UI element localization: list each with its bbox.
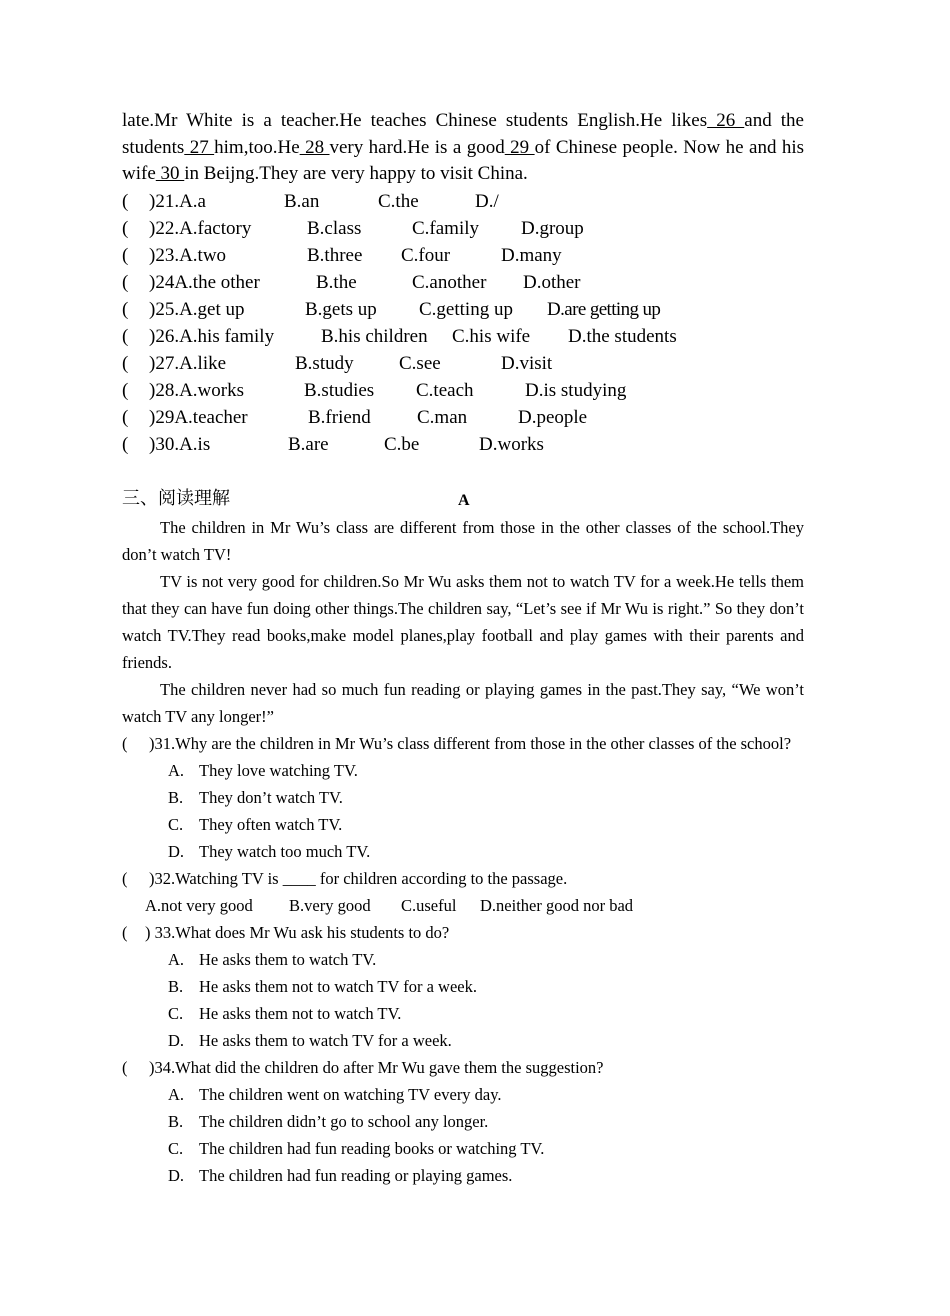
question-34 bbox=[122, 1054, 804, 1081]
question-text: )34.What did the children do after Mr Wu gave them the suggestion? bbox=[149, 1057, 604, 1077]
blank-27: 27 bbox=[184, 136, 215, 158]
option-d: D.group bbox=[521, 217, 584, 239]
option-text: The children had fun reading or playing games. bbox=[199, 1165, 513, 1185]
blank-26: 26 bbox=[707, 110, 745, 131]
option-d: D.other bbox=[523, 271, 581, 293]
option-text: The children didn’t go to school any longer. bbox=[199, 1111, 489, 1131]
option-c: C.the bbox=[378, 190, 419, 212]
option-b: B.an bbox=[284, 190, 320, 212]
option bbox=[122, 1000, 804, 1027]
cloze-question bbox=[122, 296, 804, 323]
answer-paren: ( bbox=[122, 733, 128, 753]
option-d: D.people bbox=[518, 406, 588, 428]
option-b: B.studies bbox=[304, 379, 375, 401]
reading-heading-row bbox=[122, 484, 804, 514]
option-text: The children went on watching TV every day. bbox=[199, 1084, 502, 1104]
option-letter: A. bbox=[168, 1084, 185, 1104]
option bbox=[122, 784, 804, 811]
answer-paren: ( bbox=[122, 217, 129, 239]
option-letter: D. bbox=[168, 841, 185, 861]
question-31 bbox=[122, 730, 804, 757]
cloze-question bbox=[122, 242, 804, 269]
option-c: C.his wife bbox=[452, 325, 531, 347]
option-d: D.neither good nor bad bbox=[480, 895, 634, 915]
option-text: They don’t watch TV. bbox=[199, 787, 343, 807]
option-d: D.the students bbox=[568, 325, 677, 347]
exam-page bbox=[122, 108, 804, 1189]
option-a: A.not very good bbox=[145, 895, 253, 915]
question-text: ) 33.What does Mr Wu ask his students to do? bbox=[145, 922, 450, 942]
option-letter: A. bbox=[168, 760, 185, 780]
option-b: B.study bbox=[295, 352, 354, 374]
option-b: B.friend bbox=[308, 406, 371, 428]
option bbox=[122, 838, 804, 865]
answer-paren: ( bbox=[122, 352, 129, 374]
option bbox=[122, 1027, 804, 1054]
option-letter: C. bbox=[168, 814, 184, 834]
option bbox=[122, 811, 804, 838]
option-d: D.are getting up bbox=[547, 298, 661, 320]
option bbox=[122, 1108, 804, 1135]
option-text: He asks them not to watch TV. bbox=[199, 1003, 402, 1023]
option-b: B.very good bbox=[289, 895, 371, 915]
option-b: B.three bbox=[307, 244, 363, 266]
option-a: )26.A.his family bbox=[149, 325, 275, 347]
option-text: He asks them to watch TV for a week. bbox=[199, 1030, 452, 1050]
question-33 bbox=[122, 919, 804, 946]
answer-paren: ( bbox=[122, 1057, 128, 1077]
option-letter: A. bbox=[168, 949, 185, 969]
cloze-text: in Beijng.They are very happy to visit China. bbox=[184, 163, 528, 184]
option-c: C.another bbox=[412, 271, 487, 293]
option-a: )25.A.get up bbox=[149, 298, 245, 320]
option-c: C.teach bbox=[416, 379, 474, 401]
option-letter: B. bbox=[168, 1111, 184, 1131]
cloze-question bbox=[122, 350, 804, 377]
option-b: B.are bbox=[288, 433, 329, 455]
option bbox=[122, 1135, 804, 1162]
option-letter: D. bbox=[168, 1030, 185, 1050]
blank-29: 29 bbox=[504, 136, 535, 158]
cloze-question bbox=[122, 404, 804, 431]
reading-paragraph: TV is not very good for children.So Mr Wu asks them not to watch TV for a week.He tells them that they can have fun doing other things.The children say, “Let’s see if Mr Wu is right.” So they don’t watch TV.They read books,make model planes,play football and play games with their parents and friends. bbox=[122, 571, 804, 672]
answer-paren: ( bbox=[122, 868, 128, 888]
cloze-question bbox=[122, 269, 804, 296]
section-heading: 三、阅读理解 bbox=[122, 487, 230, 509]
option-b: B.gets up bbox=[305, 298, 377, 320]
cloze-question bbox=[122, 377, 804, 404]
cloze-text: of Chinese people. Now he and his wife bbox=[122, 136, 805, 184]
option-d: D.is studying bbox=[525, 379, 627, 401]
answer-paren: ( bbox=[122, 271, 129, 293]
inline-options bbox=[122, 892, 804, 919]
option-letter: C. bbox=[168, 1003, 184, 1023]
question-text: )31.Why are the children in Mr Wu’s class different from those in the other classes of the school? bbox=[149, 733, 792, 753]
cloze-text: late.Mr White is a teacher.He teaches Chinese students English.He likes bbox=[122, 110, 708, 131]
option-letter: D. bbox=[168, 1165, 185, 1185]
option-d: D.works bbox=[479, 433, 544, 455]
option-text: They often watch TV. bbox=[199, 814, 343, 834]
option-d: D.visit bbox=[501, 352, 553, 374]
option bbox=[122, 1162, 804, 1189]
option-b: B.his children bbox=[321, 325, 428, 347]
option-b: B.the bbox=[316, 271, 357, 293]
option-c: C.be bbox=[384, 433, 420, 455]
option-text: He asks them to watch TV. bbox=[199, 949, 377, 969]
option-letter: C. bbox=[168, 1138, 184, 1158]
answer-paren: ( bbox=[122, 379, 129, 401]
answer-paren: ( bbox=[122, 433, 129, 455]
option-c: C.getting up bbox=[419, 298, 513, 320]
cloze-text: him,too.He bbox=[214, 136, 300, 158]
option-letter: B. bbox=[168, 787, 184, 807]
cloze-passage bbox=[122, 108, 804, 188]
cloze-question bbox=[122, 431, 804, 458]
option-c: C.useful bbox=[401, 895, 457, 915]
cloze-text: and the students bbox=[122, 110, 804, 158]
option-c: C.family bbox=[412, 217, 480, 239]
option-text: They watch too much TV. bbox=[199, 841, 371, 861]
answer-paren: ( bbox=[122, 406, 129, 428]
cloze-text: very hard.He is a good bbox=[329, 136, 505, 158]
option bbox=[122, 946, 804, 973]
option bbox=[122, 973, 804, 1000]
option-a: )24A.the other bbox=[149, 271, 260, 293]
question-32 bbox=[122, 865, 804, 892]
option-d: D.many bbox=[501, 244, 562, 266]
cloze-question-list bbox=[122, 188, 804, 458]
answer-paren: ( bbox=[122, 298, 129, 320]
cloze-question bbox=[122, 323, 804, 350]
cloze-question bbox=[122, 188, 804, 215]
option-text: The children had fun reading books or watching TV. bbox=[199, 1138, 545, 1158]
reading-paragraph: The children in Mr Wu’s class are different from those in the other classes of the school.They don’t watch TV! bbox=[122, 517, 804, 564]
option bbox=[122, 1081, 804, 1108]
option-c: C.man bbox=[417, 406, 468, 428]
option-letter: B. bbox=[168, 976, 184, 996]
option-a: )22.A.factory bbox=[149, 217, 252, 239]
option-a: )23.A.two bbox=[149, 244, 227, 266]
option-d: D./ bbox=[475, 190, 499, 212]
answer-paren: ( bbox=[122, 922, 128, 942]
option-a: )21.A.a bbox=[149, 190, 206, 212]
blank-30: 30 bbox=[155, 163, 185, 184]
option-c: C.see bbox=[399, 352, 441, 374]
option-text: He asks them not to watch TV for a week. bbox=[199, 976, 477, 996]
question-text: )32.Watching TV is ____ for children according to the passage. bbox=[149, 868, 568, 888]
reading-paragraph: The children never had so much fun reading or playing games in the past.They say, “We won’t watch TV any longer!” bbox=[122, 679, 804, 726]
option bbox=[122, 757, 804, 784]
answer-paren: ( bbox=[122, 190, 129, 212]
option-text: They love watching TV. bbox=[199, 760, 358, 780]
answer-paren: ( bbox=[122, 325, 129, 347]
option-a: )27.A.like bbox=[149, 352, 227, 374]
answer-paren: ( bbox=[122, 244, 129, 266]
passage-label: A bbox=[458, 491, 470, 509]
blank-28: 28 bbox=[299, 136, 330, 158]
option-b: B.class bbox=[307, 217, 362, 239]
cloze-question bbox=[122, 215, 804, 242]
option-c: C.four bbox=[401, 244, 451, 266]
option-a: )28.A.works bbox=[149, 379, 244, 401]
option-a: )29A.teacher bbox=[149, 406, 248, 428]
option-a: )30.A.is bbox=[149, 433, 211, 455]
